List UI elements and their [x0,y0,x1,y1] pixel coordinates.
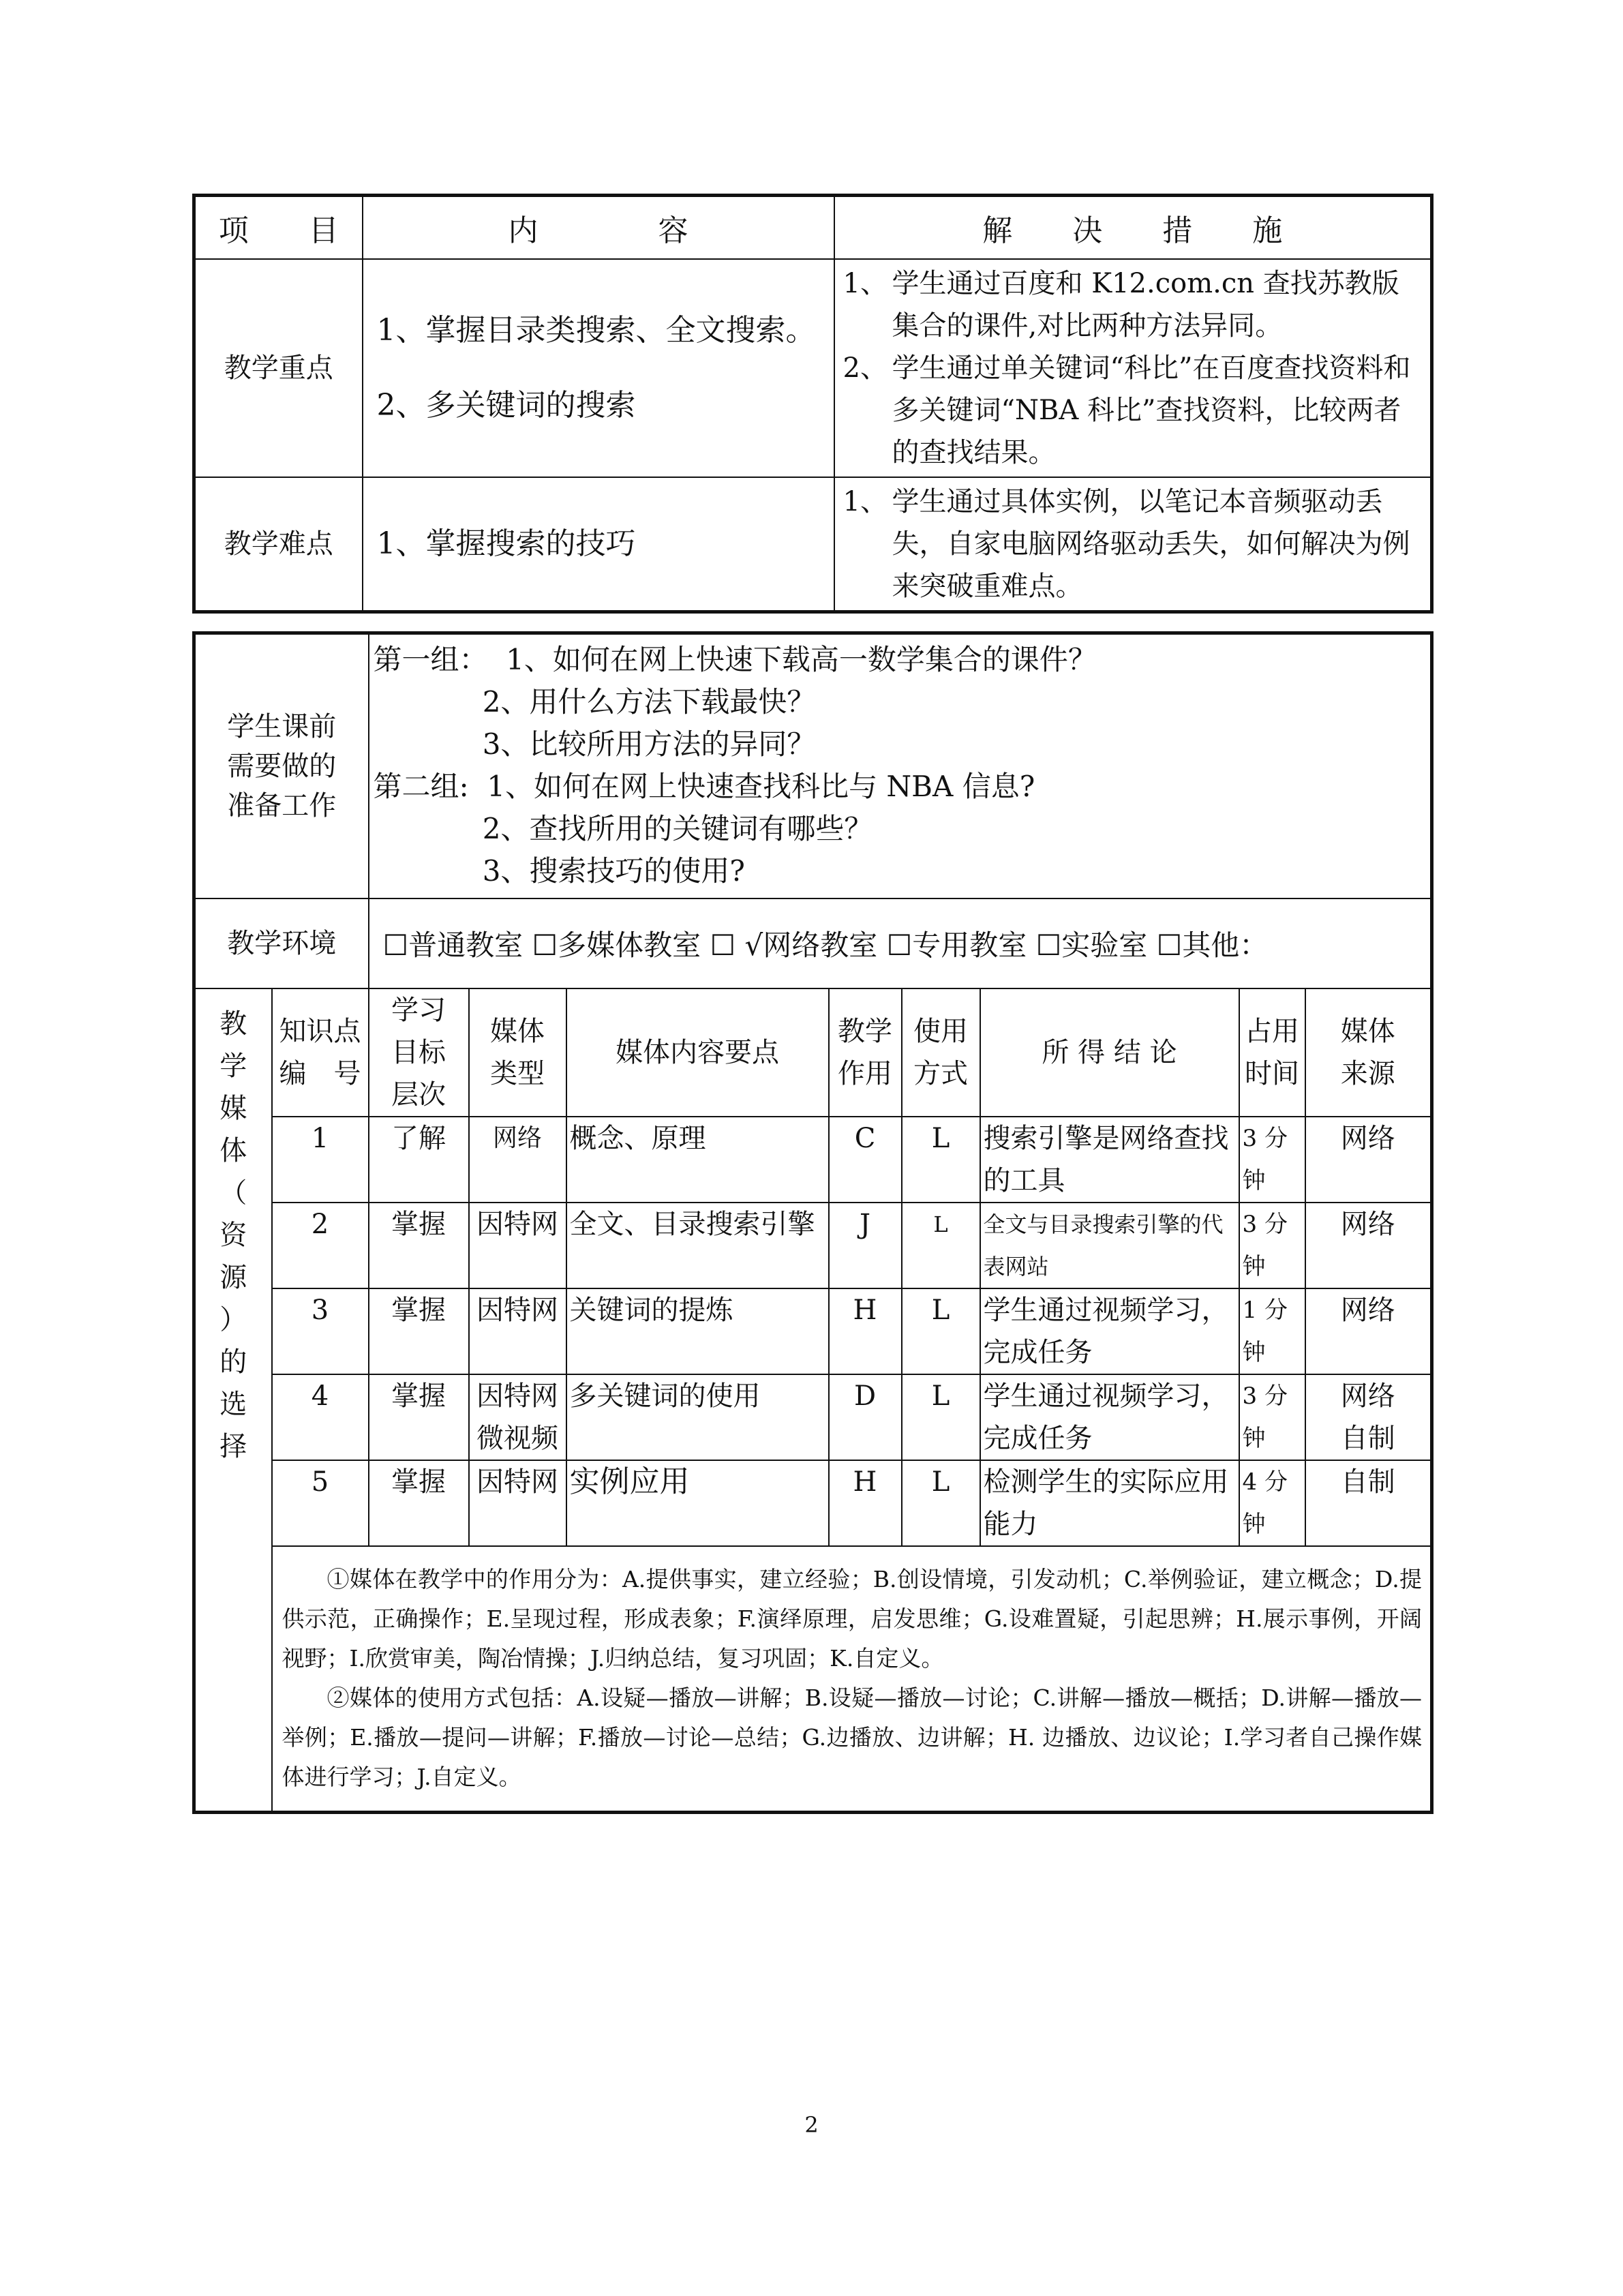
prep-label: 学生课前需要做的准备工作 [194,633,369,899]
header-measures: 解 决 措 施 [834,196,1432,260]
header-content: 内 容 [363,196,834,260]
table-row [194,1117,1432,1203]
notes-row [194,1546,1432,1812]
media-header-row [194,988,1432,1117]
measures-cell [834,477,1432,612]
cell-mode: L [902,1374,980,1460]
cell-id: 3 [272,1288,369,1374]
cell-level: 了解 [369,1117,469,1203]
note-paragraph: ①媒体在教学中的作用分为：A.提供事实，建立经验；B.创设情境，引发动机；C.举例验证，建立概念；D.提供示范，正确操作；E.呈现过程，形成表象；F.演绎原理，启发思维；G.设难置疑，引起思辨；H.展示事例，开阔视野；I.欣赏审美，陶冶情操；J.归纳总结，复习巩固；K.自定义。 [282,1566,1423,1672]
cell-conclusion: 学生通过视频学习，完成任务 [980,1288,1239,1374]
env-row [194,898,1432,988]
cell-level: 掌握 [369,1374,469,1460]
cell-type: 因特网 [469,1460,566,1546]
prep-line: 第一组： 1、如何在网上快速下载高一数学集合的课件？ [373,643,1097,676]
cell-point: 概念、原理 [566,1117,829,1203]
cell-point: 实例应用 [566,1460,829,1546]
cell-id: 4 [272,1374,369,1460]
cell-conclusion: 检测学生的实际应用能力 [980,1460,1239,1546]
cell-mode: L [902,1460,980,1546]
cell-mode: L [902,1117,980,1203]
row-label: 教学难点 [194,477,363,612]
media-side-label: 教 学 媒 体 （ 资 源 ） 的 选 择 [194,988,272,1812]
cell-point: 多关键词的使用 [566,1374,829,1460]
cell-time: 3 分钟 [1239,1203,1305,1288]
cell-level: 掌握 [369,1288,469,1374]
note-paragraph: ②媒体的使用方式包括：A.设疑—播放—讲解；B.设疑—播放—讨论；C.讲解—播放—概括；D.讲解—播放—举例；E.播放—提问—讲解；F.播放—讨论—总结；G.边播放、边讲解；H. 边播放、边议论；I.学习者自己操作媒体进行学习；J.自定义。 [282,1685,1423,1791]
cell-source: 网络 [1305,1117,1432,1203]
cell-level: 掌握 [369,1460,469,1546]
cell-conclusion: 全文与目录搜索引擎的代表网站 [980,1203,1239,1288]
table-row [194,1374,1432,1460]
cell-type: 因特网微视频 [469,1374,566,1460]
table-header-row [194,196,1432,260]
cell-role: C [829,1117,902,1203]
cell-type: 因特网 [469,1288,566,1374]
cell-id: 2 [272,1203,369,1288]
col-header: 使用方式 [902,988,980,1117]
prep-content [369,633,1432,899]
cell-time: 3 分钟 [1239,1374,1305,1460]
col-header: 教学作用 [829,988,902,1117]
cell-time: 3 分钟 [1239,1117,1305,1203]
cell-source: 网络自制 [1305,1374,1432,1460]
measures-cell [834,259,1432,477]
cell-role: H [829,1288,902,1374]
table-row [194,1288,1432,1374]
cell-level: 掌握 [369,1203,469,1288]
cell-type: 网络 [469,1117,566,1203]
list-item: 2、 学生通过单关键词“科比”在百度查找资料和多关键词“NBA 科比”查找资料，比较两者的查找结果。 [843,352,1411,468]
content-cell [363,477,834,612]
cell-conclusion: 学生通过视频学习，完成任务 [980,1374,1239,1460]
cell-time: 1 分钟 [1239,1288,1305,1374]
col-header: 媒体来源 [1305,988,1432,1117]
content-line: 2、多关键词的搜索 [376,388,636,423]
focus-difficulty-table [192,194,1434,614]
list-item: 1、 学生通过具体实例，以笔记本音频驱动丢失，自家电脑网络驱动丢失，如何解决为例来突破重难点。 [843,486,1410,602]
cell-point: 关键词的提炼 [566,1288,829,1374]
cell-id: 1 [272,1117,369,1203]
list-item: 1、 学生通过百度和 K12.com.cn 查找苏教版集合的课件,对比两种方法异同。 [843,268,1399,342]
cell-source: 网络 [1305,1288,1432,1374]
cell-conclusion: 搜索引擎是网络查找的工具 [980,1117,1239,1203]
prep-row [194,633,1432,899]
prep-line: 第二组: 1、如何在网上快速查找科比与 NBA 信息? [373,770,1035,803]
cell-source: 网络 [1305,1203,1432,1288]
cell-point: 全文、目录搜索引擎 [566,1203,829,1288]
row-label: 教学重点 [194,259,363,477]
table-row [194,259,1432,477]
media-notes [272,1546,1432,1812]
prep-line: 2、查找所用的关键词有哪些？ [373,812,873,845]
table-row [194,1203,1432,1288]
cell-type: 因特网 [469,1203,566,1288]
col-header: 所 得 结 论 [980,988,1239,1117]
prep-line: 3、比较所用方法的异同？ [373,727,816,761]
cell-id: 5 [272,1460,369,1546]
content-line: 1、掌握搜索的技巧 [376,526,636,561]
table-row [194,477,1432,612]
page-number: 2 [804,2112,819,2138]
cell-role: H [829,1460,902,1546]
header-item: 项 目 [194,196,363,260]
col-header: 媒体内容要点 [566,988,829,1117]
preparation-media-table [192,631,1434,1814]
content-line: 1、掌握目录类搜索、全文搜索。 [376,313,816,348]
cell-mode: L [902,1288,980,1374]
cell-time: 4 分钟 [1239,1460,1305,1546]
col-header: 媒体类型 [469,988,566,1117]
cell-role: J [829,1203,902,1288]
env-label: 教学环境 [194,898,369,988]
col-header: 知识点编 号 [272,988,369,1117]
cell-role: D [829,1374,902,1460]
col-header: 学习目标层次 [369,988,469,1117]
content-cell [363,259,834,477]
col-header: 占用时间 [1239,988,1305,1117]
cell-source: 自制 [1305,1460,1432,1546]
env-options: ☐普通教室 ☐多媒体教室 ☐ √网络教室 ☐专用教室 ☐实验室 ☐其他： [369,898,1432,988]
cell-mode: L [902,1203,980,1288]
table-row [194,1460,1432,1546]
prep-line: 2、用什么方法下载最快？ [373,685,816,719]
prep-line: 3、搜索技巧的使用? [373,854,745,888]
